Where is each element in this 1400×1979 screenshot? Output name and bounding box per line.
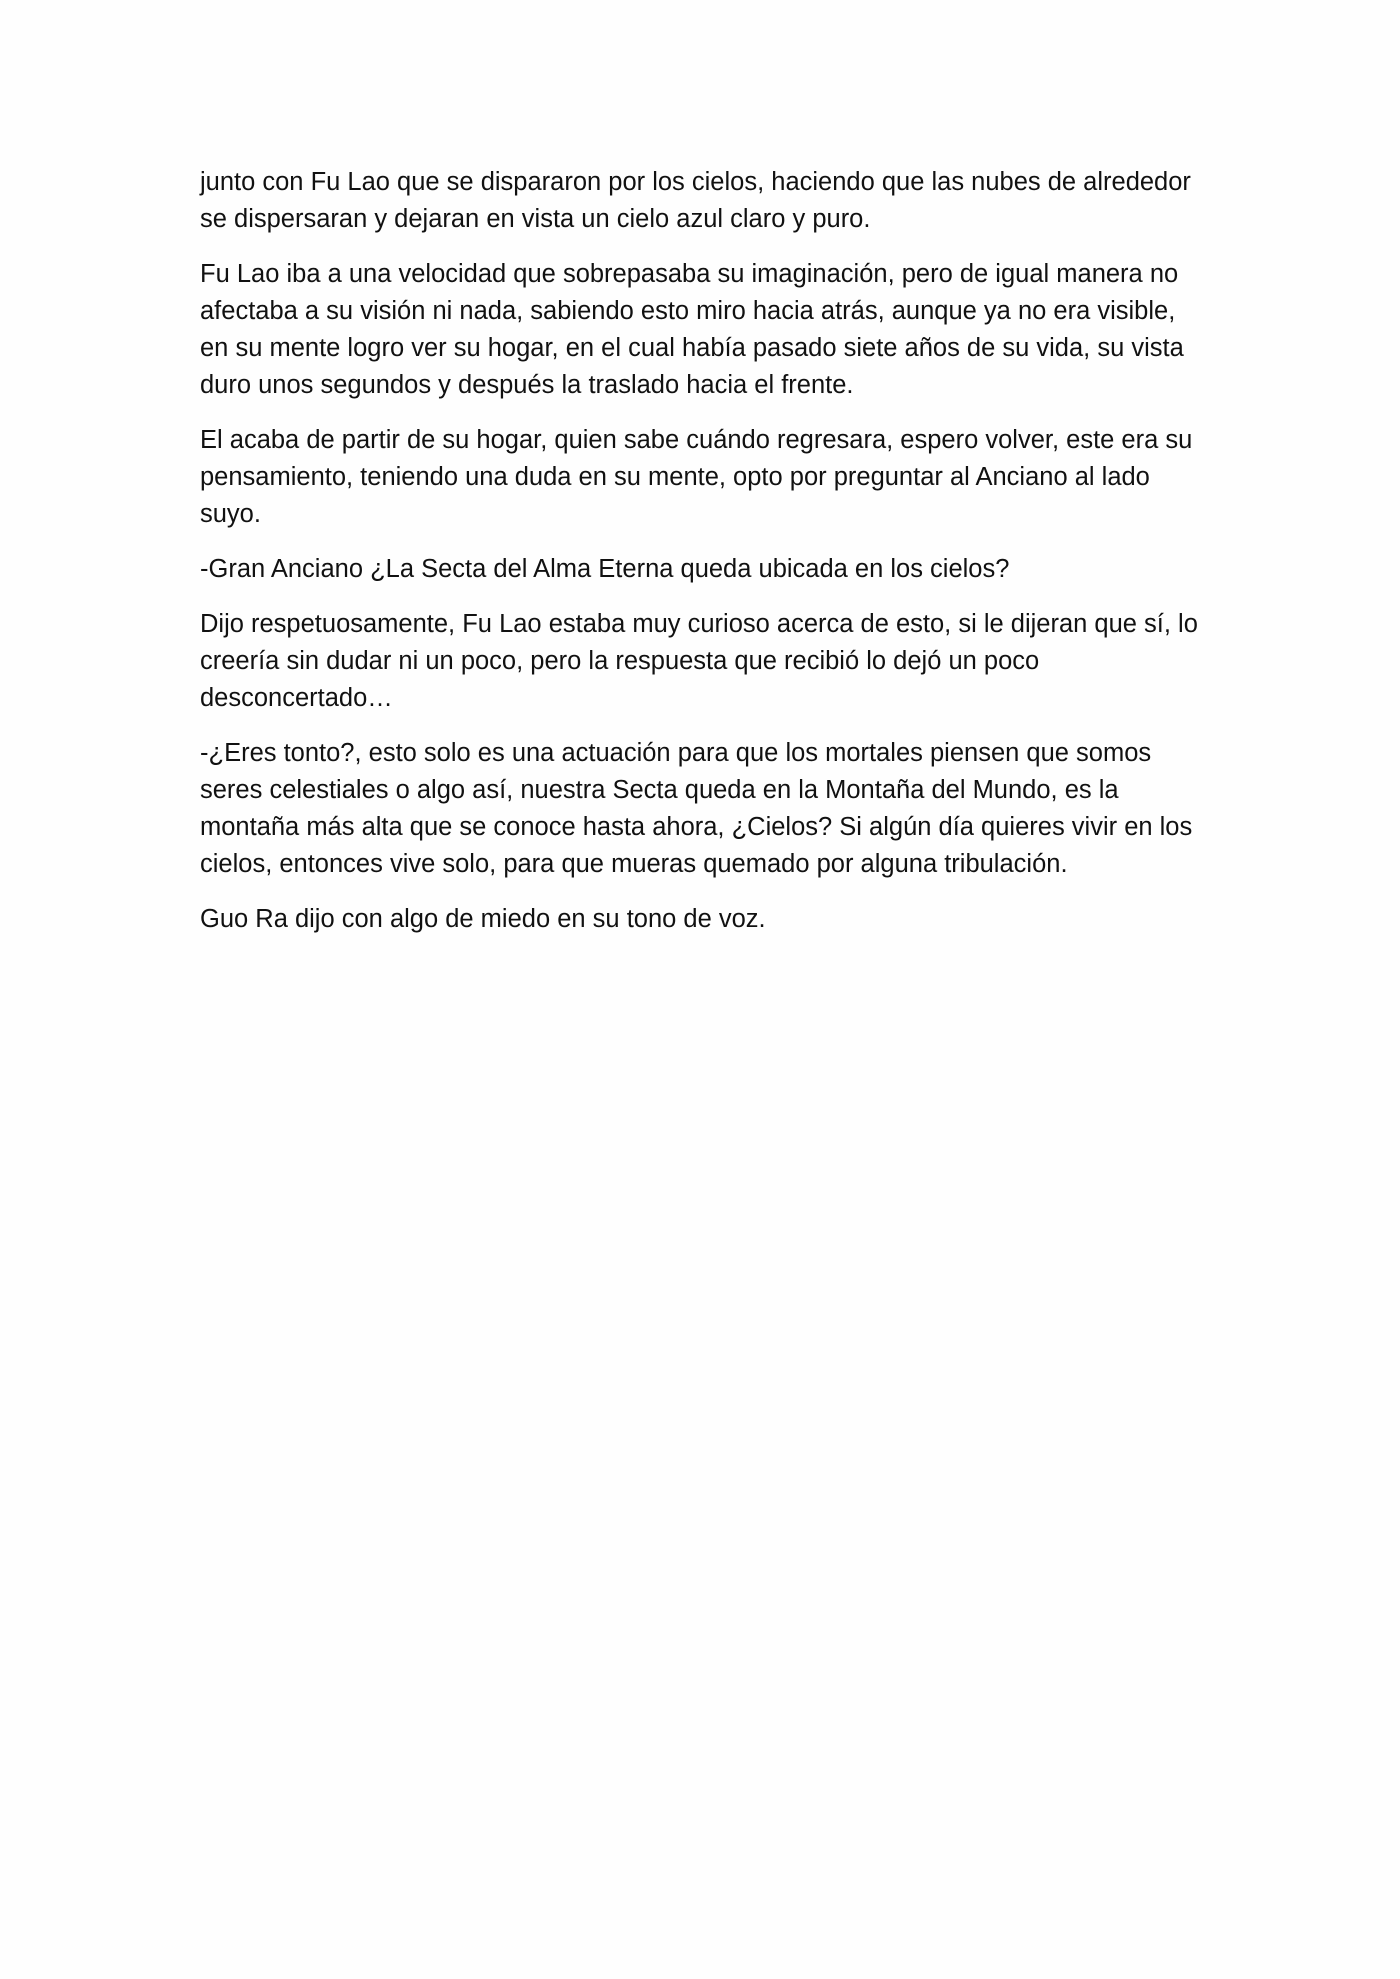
paragraph: -Gran Anciano ¿La Secta del Alma Eterna queda ubicada en los cielos? — [200, 555, 1010, 583]
paragraph: Guo Ra dijo con algo de miedo en su tono de voz. — [200, 905, 766, 933]
paragraph: -¿Eres tonto?, esto solo es una actuación para que los mortales piensen que somos seres celestiales o algo así, nuestra Secta queda en la Montaña del Mundo, es la montaña más alta que se conoce hasta ahora, ¿Cielos? Si algún día quieres vivir en los cielos, entonces vive solo, para que mueras quemado por alguna tribulación. — [200, 739, 1193, 878]
paragraph: junto con Fu Lao que se dispararon por los cielos, haciendo que las nubes de alrededor se dispersaran y dejaran en vista un cielo azul claro y puro. — [200, 168, 1191, 233]
paragraph: El acaba de partir de su hogar, quien sabe cuándo regresara, espero volver, este era su pensamiento, teniendo una duda en su mente, opto por preguntar al Anciano al lado suyo. — [200, 426, 1193, 528]
paragraph: Fu Lao iba a una velocidad que sobrepasaba su imaginación, pero de igual manera no afectaba a su visión ni nada, sabiendo esto miro hacia atrás, aunque ya no era visible, en su mente logro ver su hogar, en el cual había pasado siete años de su vida, su vista duro unos segundos y después la traslado hacia el frente. — [200, 260, 1184, 399]
paragraph: Dijo respetuosamente, Fu Lao estaba muy curioso acerca de esto, si le dijeran que sí, lo creería sin dudar ni un poco, pero la respuesta que recibió lo dejó un poco desconcertado… — [200, 610, 1198, 712]
document-body — [200, 164, 1210, 956]
